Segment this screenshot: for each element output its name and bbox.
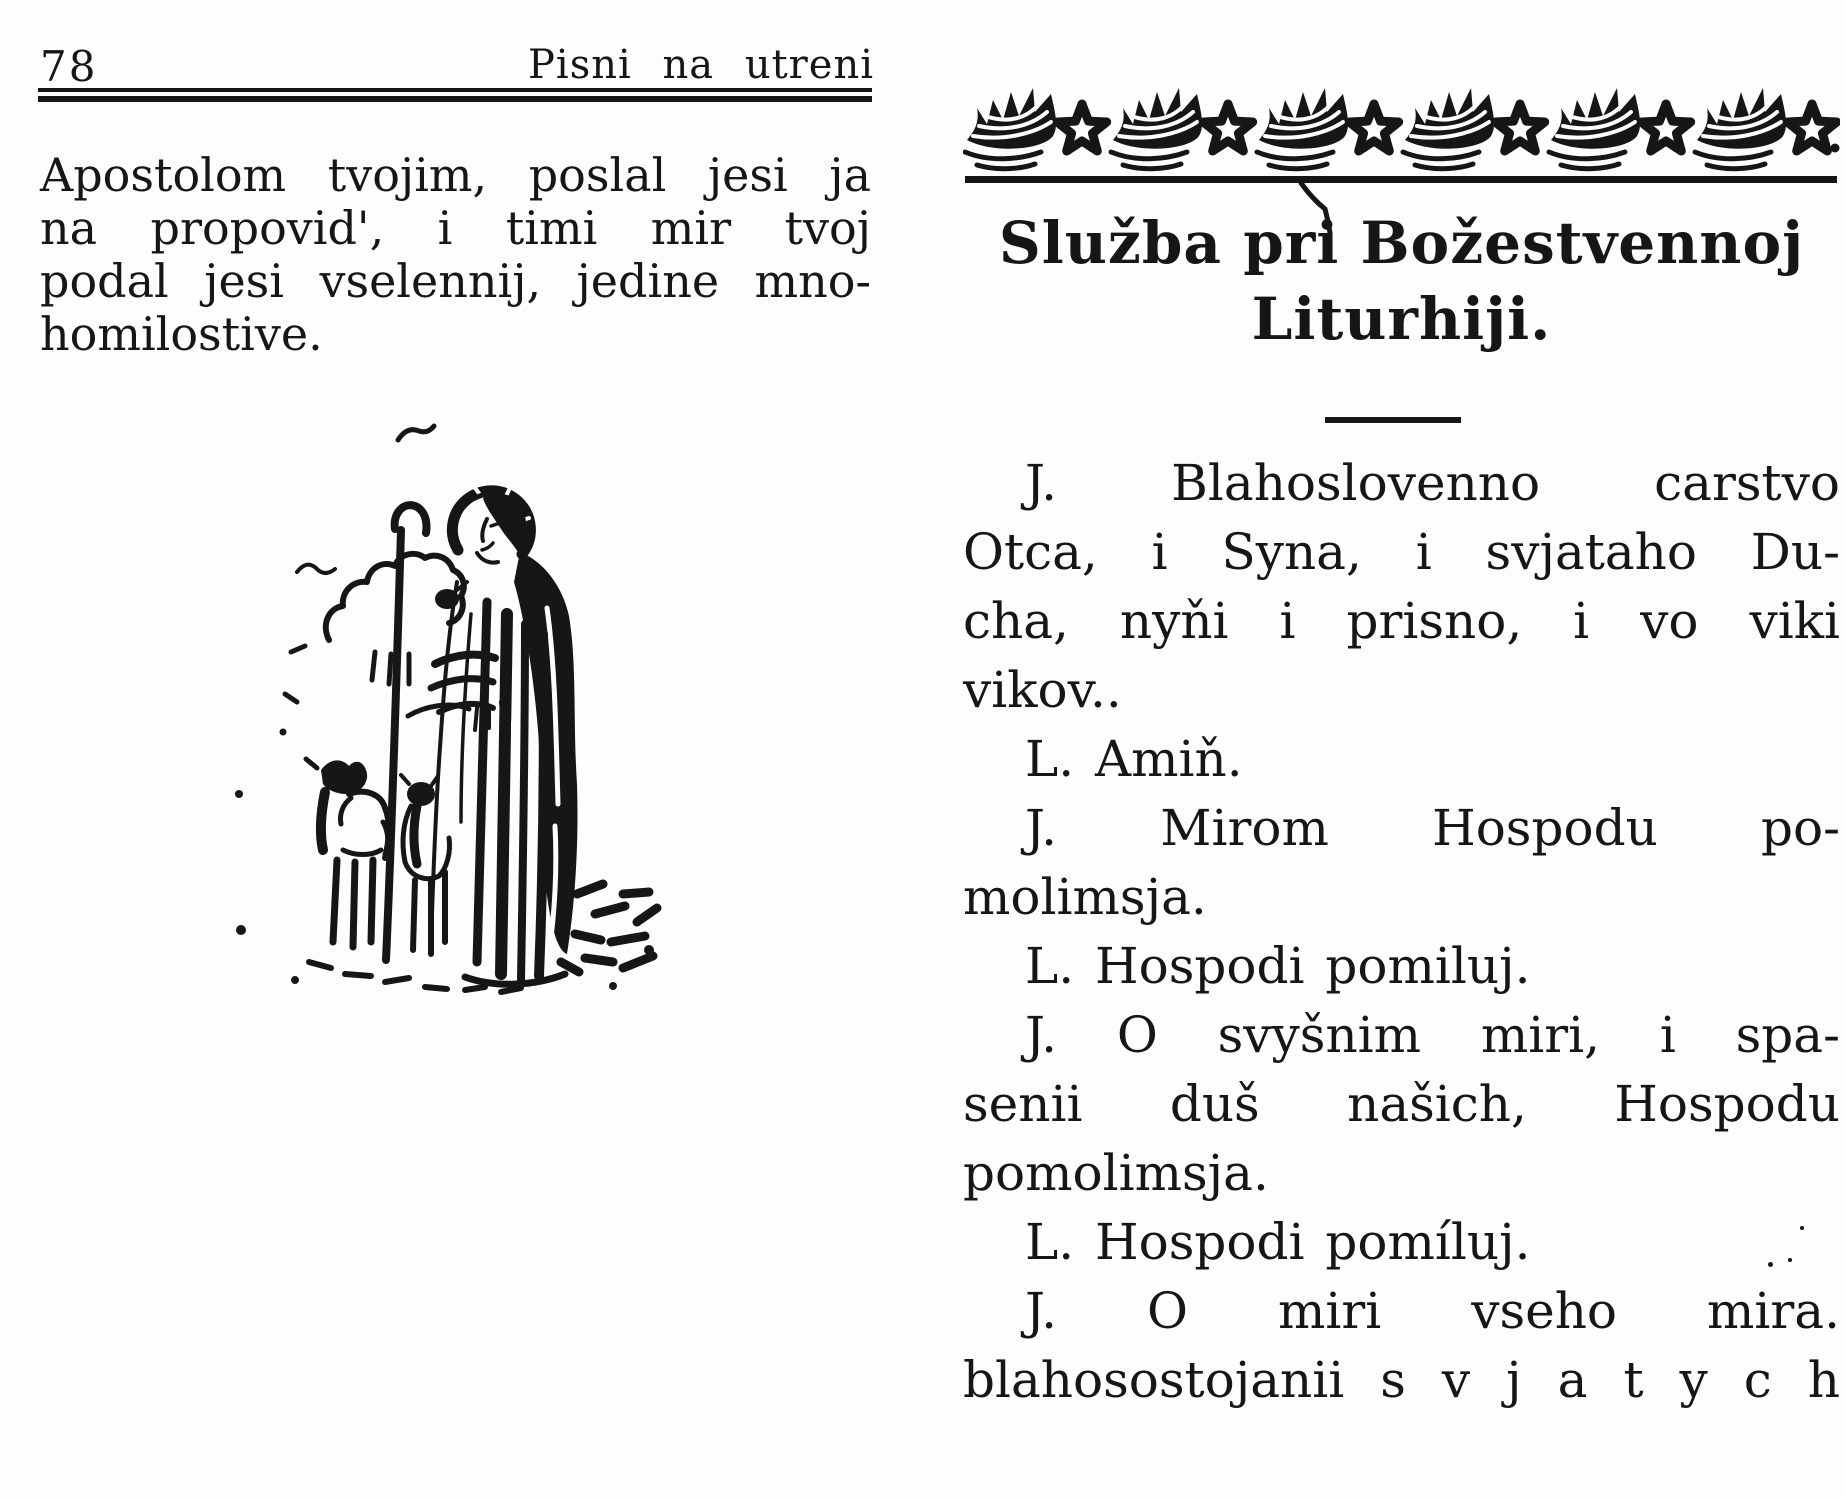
header-rule (38, 88, 872, 102)
liturgy-line: L. Amiň. (1025, 730, 1243, 788)
liturgy-line: J. Blahoslovenno carstvo (1025, 454, 1840, 512)
print-speck (1800, 1226, 1804, 1230)
liturgy-text (963, 449, 1840, 1415)
liturgy-line: vikov.. (963, 661, 1122, 719)
section-title-line1: Služba pri Božestvennoj (998, 209, 1805, 277)
liturgy-line: Otca, i Syna, i svjataho Du- (963, 523, 1840, 581)
good-shepherd-illustration (225, 402, 665, 1002)
liturgy-line: senii duš našich, Hospodu (963, 1075, 1840, 1133)
liturgy-line: L. Hospodi pomiluj. (1025, 937, 1531, 995)
liturgy-line: L. Hospodi pomíluj. (1025, 1213, 1531, 1271)
ornament-rule (965, 176, 1837, 183)
liturgy-line: J. O miri vseho mira. (1025, 1282, 1840, 1340)
hymn-paragraph (40, 149, 871, 361)
liturgy-line: pomolimsja. (963, 1144, 1269, 1202)
ornament-band (963, 78, 1840, 178)
print-speck (1788, 1258, 1792, 1262)
hymn-line: homilostive. (40, 307, 323, 361)
liturgy-line: cha, nyňi i prisno, i vo viki (963, 592, 1840, 650)
print-speck (1768, 1262, 1773, 1267)
liturgy-line: J. O svyšnim miri, i spa- (1025, 1006, 1840, 1064)
hymn-line: podal jesi vselennij, jedine mno- (40, 254, 871, 308)
title-rule (1325, 417, 1461, 423)
page-number: 78 (40, 42, 98, 91)
liturgy-line: J. Mirom Hospodu po- (1025, 799, 1840, 857)
liturgy-line: blahosostojanii s v j a t y c h (963, 1351, 1840, 1409)
liturgy-line: molimsja. (963, 868, 1207, 926)
running-header: Pisni na utreni (528, 42, 874, 88)
hymn-line: Apostolom tvojim, poslal jesi ja (40, 148, 871, 202)
section-title (963, 205, 1840, 357)
section-title-line2: Liturhiji. (1251, 285, 1552, 353)
hymn-line: na propovid', i timi mir tvoj (40, 201, 871, 255)
